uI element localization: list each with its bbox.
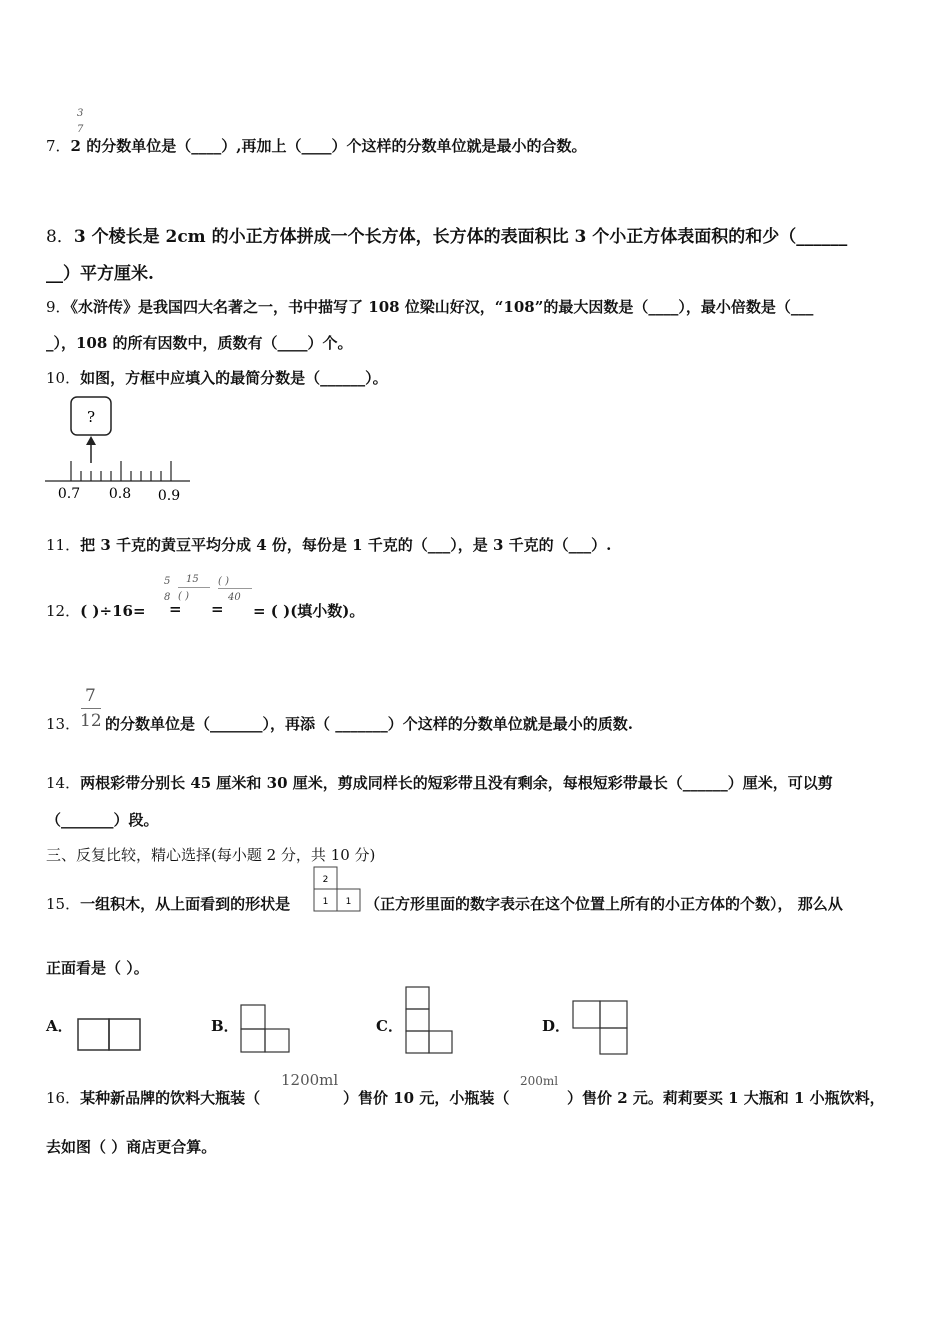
option-c-figure[interactable] [405,986,455,1054]
q14-text: 两根彩带分别长 45 厘米和 30 厘米，剪成同样长的短彩带且没有剩余，每根短彩带最长（______）厘米，可以剪 [80,774,833,792]
question-number: 8． [46,227,74,247]
q7-whole: 2 [70,137,81,155]
question-number: 9． [46,298,71,316]
question-number: 10． [46,369,81,387]
question-number: 12． [46,602,81,620]
tick-label: 0.8 [108,486,132,502]
question-14-line1 [46,772,833,793]
number-line-figure [40,392,200,504]
question-number: 7． [46,137,71,155]
option-d-figure[interactable] [572,1000,630,1056]
q12-text-a: ( )÷16= [80,602,146,620]
question-number: 16． [46,1089,81,1107]
question-number: 13． [46,715,81,733]
question-13 [46,713,80,734]
question-number: 11． [46,536,81,554]
option-c-label[interactable]: C． [376,1017,403,1035]
fraction-bar [218,588,252,589]
q13-text: 的分数单位是（_______），再添（ _______）个这样的分数单位就是最小的质数. [105,715,633,733]
q16-text-b: ）售价 10 元，小瓶装（ [343,1089,510,1107]
q12-equals-1: = [169,600,182,618]
grid-count-left: 1 [322,897,329,907]
q12-fraction1-numerator: 5 [164,576,171,587]
q16-text-a: 某种新品牌的饮料大瓶装（ [80,1089,261,1107]
q16-volume-small: 200ml [520,1074,559,1088]
q13-fraction-numerator: 7 [85,686,96,706]
q16-volume-big: 1200ml [281,1071,339,1089]
section-heading: 三、反复比较，精心选择(每小题 2 分，共 10 分) [46,846,376,864]
q8-text: 3 个棱长是 2cm 的小正方体拼成一个长方体，长方体的表面积比 3 个小正方体表面积的和少（______ [73,227,848,247]
question-16-line1 [46,1087,260,1108]
fraction-bar [81,708,101,709]
q12-fraction3-denominator: 40 [228,592,241,603]
answer-box-label: ? [86,408,96,426]
question-number: 15． [46,895,81,913]
question-8-line1 [46,222,847,247]
question-15-line1 [46,893,290,914]
q11-text: 把 3 千克的黄豆平均分成 4 份，每份是 1 千克的（___），是 3 千克的（___）. [80,536,612,554]
q7-fraction-numerator: 3 [77,108,84,119]
q15-text-b: （正方形里面的数字表示在这个位置上所有的小正方体的个数）， 那么从 [365,895,843,913]
option-b-label[interactable]: B． [211,1017,239,1035]
tick-label: 0.7 [57,486,81,502]
q7-text: 的分数单位是（____）,再加上（____）个这样的分数单位就是最小的合数。 [86,137,587,155]
q10-text: 如图，方框中应填入的最简分数是（______）。 [80,369,388,387]
q12-fraction3-numerator: ( ) [218,576,229,587]
question-16-line2: 去如图（ ）商店更合算。 [46,1138,217,1156]
option-a-figure[interactable] [77,1018,143,1052]
q13-fraction-denominator: 12 [80,711,102,731]
q12-fraction2-numerator: 15 [186,574,199,585]
q15-text-a: 一组积木，从上面看到的形状是 [80,895,291,913]
q12-fraction1-denominator: 8 [164,592,171,603]
question-12 [46,600,146,621]
q7-fraction-denominator: 7 [77,124,84,135]
grid-count-right: 1 [345,897,352,907]
question-8-line2: __）平方厘米. [46,264,154,284]
question-15-line2: 正面看是（ ）。 [46,959,149,977]
option-d-label[interactable]: D． [542,1017,571,1035]
option-b-figure[interactable] [240,1004,292,1054]
option-a-label[interactable]: A． [46,1017,73,1035]
grid-count-top: 2 [322,875,329,885]
q12-fraction2-denominator: ( ) [178,591,189,602]
question-9-line1 [46,296,813,317]
top-view-grid [313,866,363,912]
q12-equals-2: = [211,600,224,618]
fraction-bar [178,587,210,588]
arrow-head-icon [86,436,96,445]
question-number: 14． [46,774,81,792]
q16-text-c: ）售价 2 元。莉莉要买 1 大瓶和 1 小瓶饮料， [567,1089,885,1107]
question-10 [46,367,388,388]
question-11 [46,534,611,555]
question-14-line2: （_______）段。 [46,811,159,829]
tick-label: 0.9 [157,488,181,504]
q9-text: 《水浒传》是我国四大名著之一，书中描写了 108 位梁山好汉，“108”的最大因数是（____），最小倍数是（___ [70,298,814,316]
q12-text-d: = ( )(填小数)。 [253,602,365,620]
question-7 [46,135,586,156]
question-9-line2: _），108 的所有因数中，质数有（____）个。 [46,334,353,352]
